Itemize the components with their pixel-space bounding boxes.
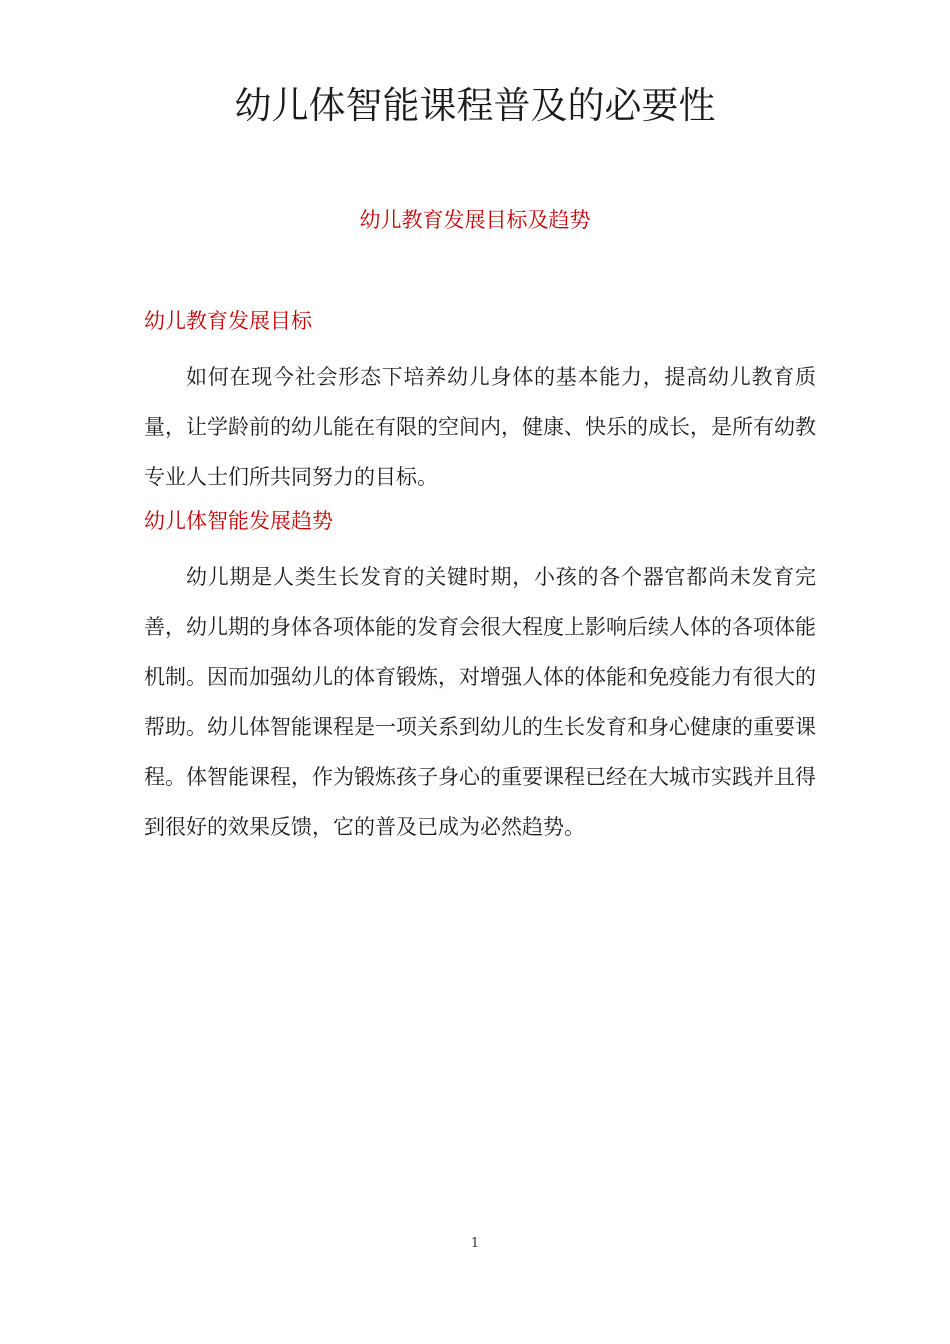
subheading-education-goals: 幼儿教育发展目标 xyxy=(144,309,312,333)
paragraph-education-goals: 如何在现今社会形态下培养幼儿身体的基本能力，提高幼儿教育质量，让学龄前的幼儿能在有限的空间内，健康、快乐的成长，是所有幼教专业人士们所共同努力的目标。 xyxy=(144,365,816,489)
document-body xyxy=(144,302,816,852)
page-number: 1 xyxy=(470,1236,480,1251)
section-title: 幼儿教育发展目标及趋势 xyxy=(359,208,591,232)
document-title: 幼儿体智能课程普及的必要性 xyxy=(234,84,716,127)
paragraph-physical-intelligence-trend: 幼儿期是人类生长发育的关键时期，小孩的各个器官都尚未发育完善，幼儿期的身体各项体能的发育会很大程度上影响后续人体的各项体能机制。因而加强幼儿的体育锻炼，对增强人体的体能和免疫能力有很大的帮助。幼儿体智能课程是一项关系到幼儿的生长发育和身心健康的重要课程。体智能课程，作为锻炼孩子身心的重要课程已经在大城市实践并且得到很好的效果反馈，它的普及已成为必然趋势。 xyxy=(144,565,816,839)
subheading-physical-intelligence-trend: 幼儿体智能发展趋势 xyxy=(144,509,333,533)
